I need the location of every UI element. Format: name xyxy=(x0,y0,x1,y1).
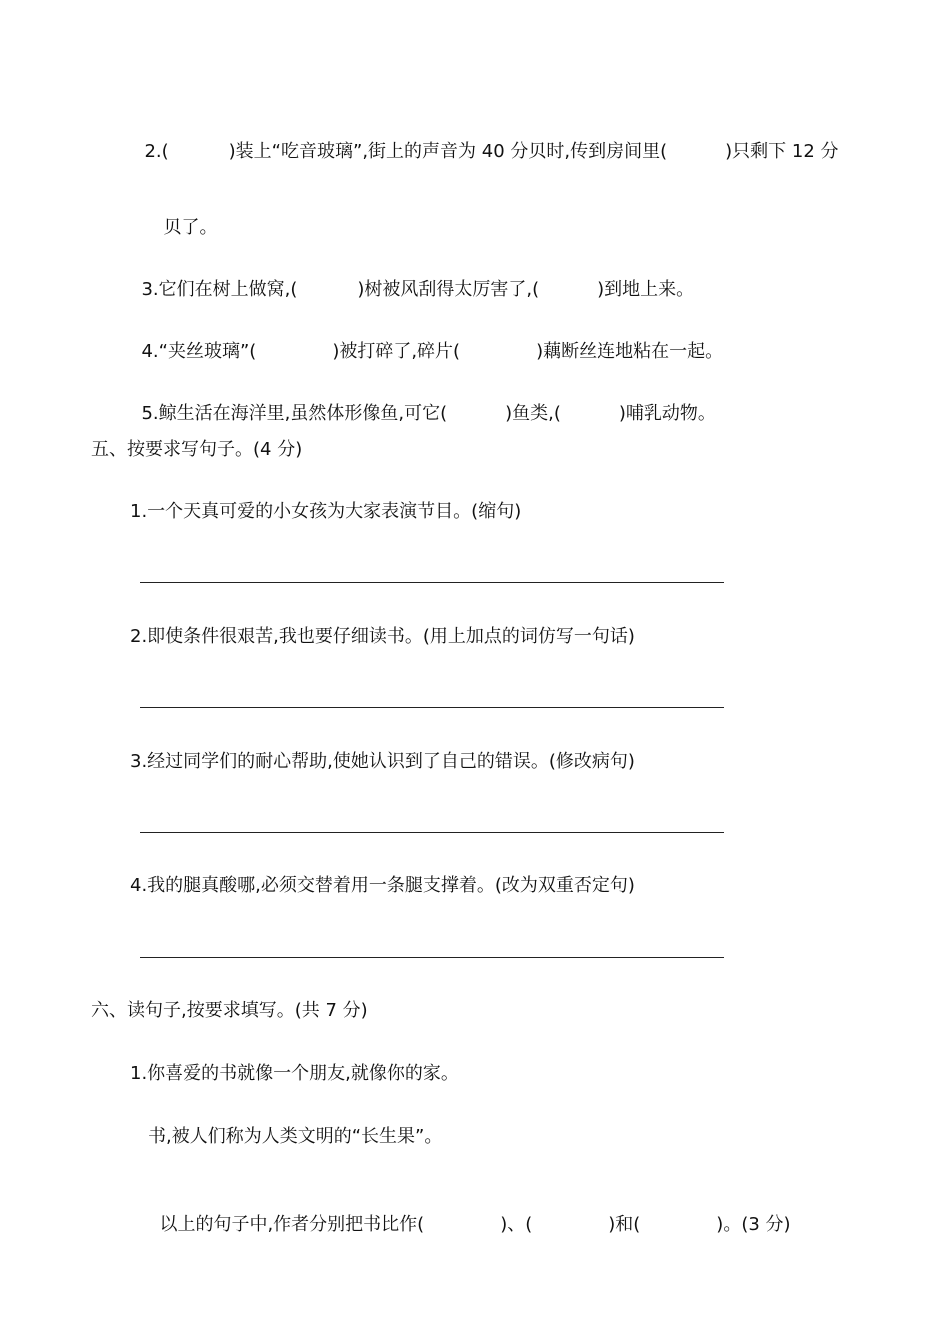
question-5-3: 3.经过同学们的耐心帮助,使她认识到了自己的错误。(修改病句) xyxy=(130,751,635,772)
answer-line[interactable] xyxy=(140,707,724,708)
section-6-heading: 六、读句子,按要求填写。(共 7 分) xyxy=(91,1000,368,1021)
q5-text-a: 5.鲸生活在海洋里,虽然体形像鱼,可它( xyxy=(141,403,448,424)
q6-text-d: )。(3 分) xyxy=(716,1214,791,1235)
question-4-4 xyxy=(130,313,723,365)
question-6-1-prompt xyxy=(148,1186,791,1238)
q4-text-c: )藕断丝连地粘在一起。 xyxy=(536,341,724,362)
q6-text-b: )、( xyxy=(500,1214,533,1235)
q5-text-c: )哺乳动物。 xyxy=(618,403,716,424)
q3-text-b: )树被风刮得太厉害了,( xyxy=(357,279,540,300)
section-5-heading: 五、按要求写句子。(4 分) xyxy=(91,439,303,460)
question-5-1: 1.一个天真可爱的小女孩为大家表演节目。(缩句) xyxy=(130,501,522,522)
question-4-2 xyxy=(133,113,839,165)
answer-line[interactable] xyxy=(140,582,724,583)
q6-text-c: )和( xyxy=(608,1214,641,1235)
answer-line[interactable] xyxy=(140,957,724,958)
question-5-4: 4.我的腿真酸哪,必须交替着用一条腿支撑着。(改为双重否定句) xyxy=(130,875,635,896)
q4-text-b: )被打碎了,碎片( xyxy=(332,341,461,362)
q4-text-a: 4.“夹丝玻璃”( xyxy=(141,341,257,362)
q6-text-a: 以上的句子中,作者分别把书比作( xyxy=(159,1214,425,1235)
q3-text-c: )到地上来。 xyxy=(597,279,695,300)
question-4-5 xyxy=(130,375,716,427)
q3-text-a: 3.它们在树上做窝,( xyxy=(141,279,298,300)
q2-text-d: 贝了。 xyxy=(163,217,218,238)
q5-text-b: )鱼类,( xyxy=(505,403,561,424)
answer-line[interactable] xyxy=(140,832,724,833)
q2-text-a: 2.( xyxy=(144,141,169,162)
question-6-1-sentence-1: 1.你喜爱的书就像一个朋友,就像你的家。 xyxy=(130,1063,459,1084)
q2-text-c: )只剩下 12 分 xyxy=(725,141,839,162)
question-6-1-sentence-2: 书,被人们称为人类文明的“长生果”。 xyxy=(148,1126,443,1147)
q2-text-b: )装上“吃音玻璃”,街上的声音为 40 分贝时,传到房间里( xyxy=(228,141,668,162)
question-4-2-continued xyxy=(152,189,217,241)
question-5-2: 2.即使条件很艰苦,我也要仔细读书。(用上加点的词仿写一句话) xyxy=(130,626,635,647)
question-4-3 xyxy=(130,251,694,303)
